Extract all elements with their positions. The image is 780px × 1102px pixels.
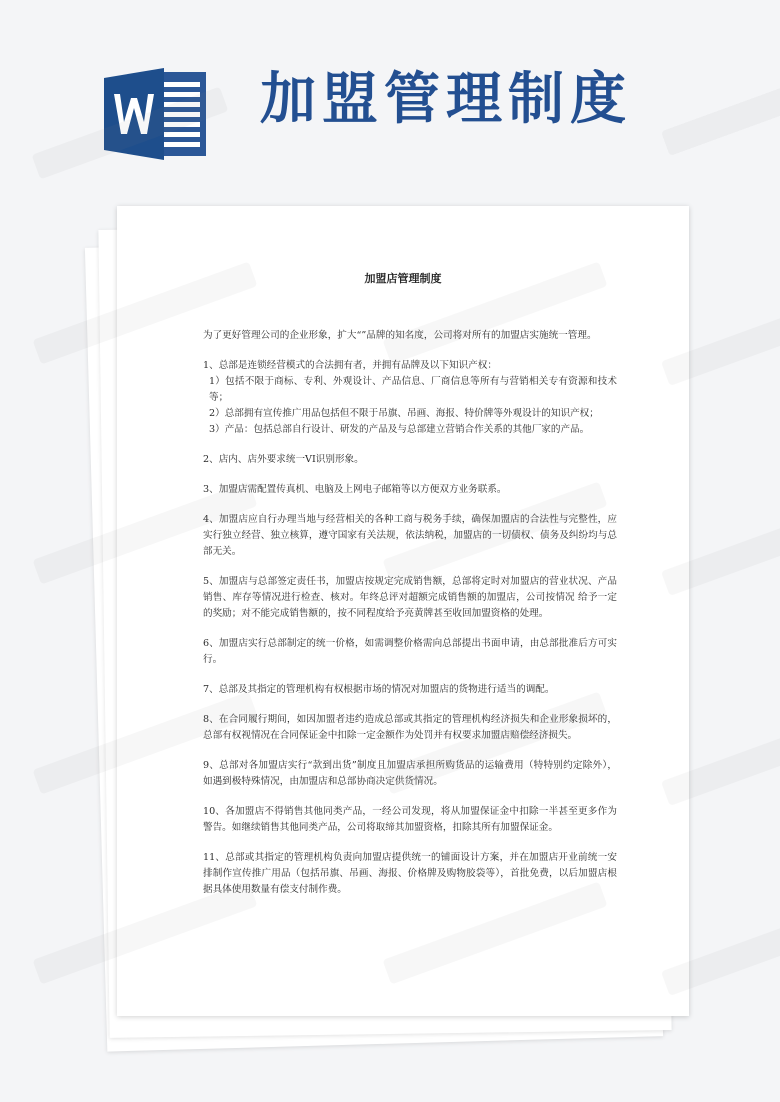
paragraph-3: 3、加盟店需配置传真机、电脑及上网电子邮箱等以方便双方业务联系。	[203, 484, 507, 495]
paragraph-1-sub-3: 3）产品：包括总部自行设计、研发的产品及与总部建立营销合作关系的其他厂家的产品。	[209, 424, 590, 435]
paragraph-1	[203, 358, 617, 438]
paragraph-1-sub-1: 1）包括不限于商标、专利、外观设计、产品信息、厂商信息等所有与营销相关专有资源和技术等；	[209, 376, 617, 403]
word-icon	[104, 68, 210, 160]
paragraph-8: 8、在合同履行期间，如因加盟者违约造成总部或其指定的管理机构经济损失和企业形象损坏的，总部有权视情况在合同保证金中扣除一定金额作为处罚并有权要求加盟店赔偿经济损失。	[203, 714, 617, 741]
document-body	[203, 328, 617, 912]
paragraph-11: 11、总部或其指定的管理机构负责向加盟店提供统一的铺面设计方案，并在加盟店开业前统一安排制作宣传推广用品（包括吊旗、吊画、海报、价格牌及购物胶袋等），首批免费，以后加盟店根据具体使用数量有偿支付制作费。	[203, 852, 617, 895]
banner-title: 加盟管理制度	[260, 67, 632, 132]
document-title: 加盟店管理制度	[364, 272, 442, 285]
paragraph-10: 10、各加盟店不得销售其他同类产品，一经公司发现，将从加盟保证金中扣除一半甚至更多作为警告。如继续销售其他同类产品，公司将取缔其加盟资格，扣除其所有加盟保证金。	[203, 806, 617, 833]
paragraph-9: 9、总部对各加盟店实行“款到出货”制度且加盟店承担所购货品的运输费用（特特别约定除外），如遇到极特殊情况，由加盟店和总部协商决定供货情况。	[203, 760, 617, 787]
paragraph-intro: 为了更好管理公司的企业形象，扩大“”品牌的知名度，公司将对所有的加盟店实施统一管理。	[203, 330, 597, 341]
paragraph-6: 6、加盟店实行总部制定的统一价格，如需调整价格需向总部提出书面申请，由总部批准后方可实行。	[203, 638, 617, 665]
paragraph-1-lead: 1、总部是连锁经营模式的合法拥有者，并拥有品牌及以下知识产权：	[203, 360, 497, 371]
paragraph-7: 7、总部及其指定的管理机构有权根据市场的情况对加盟店的货物进行适当的调配。	[203, 684, 555, 695]
paragraph-1-sub-2: 2）总部拥有宣传推广用品包括但不限于吊旗、吊画、海报、特价牌等外观设计的知识产权；	[209, 408, 599, 419]
paragraph-4: 4、加盟店应自行办理当地与经营相关的各种工商与税务手续，确保加盟店的合法性与完整性，应实行独立经营、独立核算，遵守国家有关法规，依法纳税，加盟店的一切债权、债务及纠纷均与总部无关。	[203, 514, 617, 557]
document-page	[117, 206, 689, 1016]
header	[0, 0, 780, 200]
paragraph-5: 5、加盟店与总部签定责任书，加盟店按规定完成销售额，总部将定时对加盟店的营业状况、产品销售、库存等情况进行检查、核对。年终总评对超额完成销售额的加盟店，公司按情况 给予一定的奖励；对不能完成销售额的，按不同程度给予亮黄牌甚至收回加盟资格的处理。	[203, 576, 617, 619]
paragraph-2: 2、店内、店外要求统一VI识别形象。	[203, 454, 364, 465]
